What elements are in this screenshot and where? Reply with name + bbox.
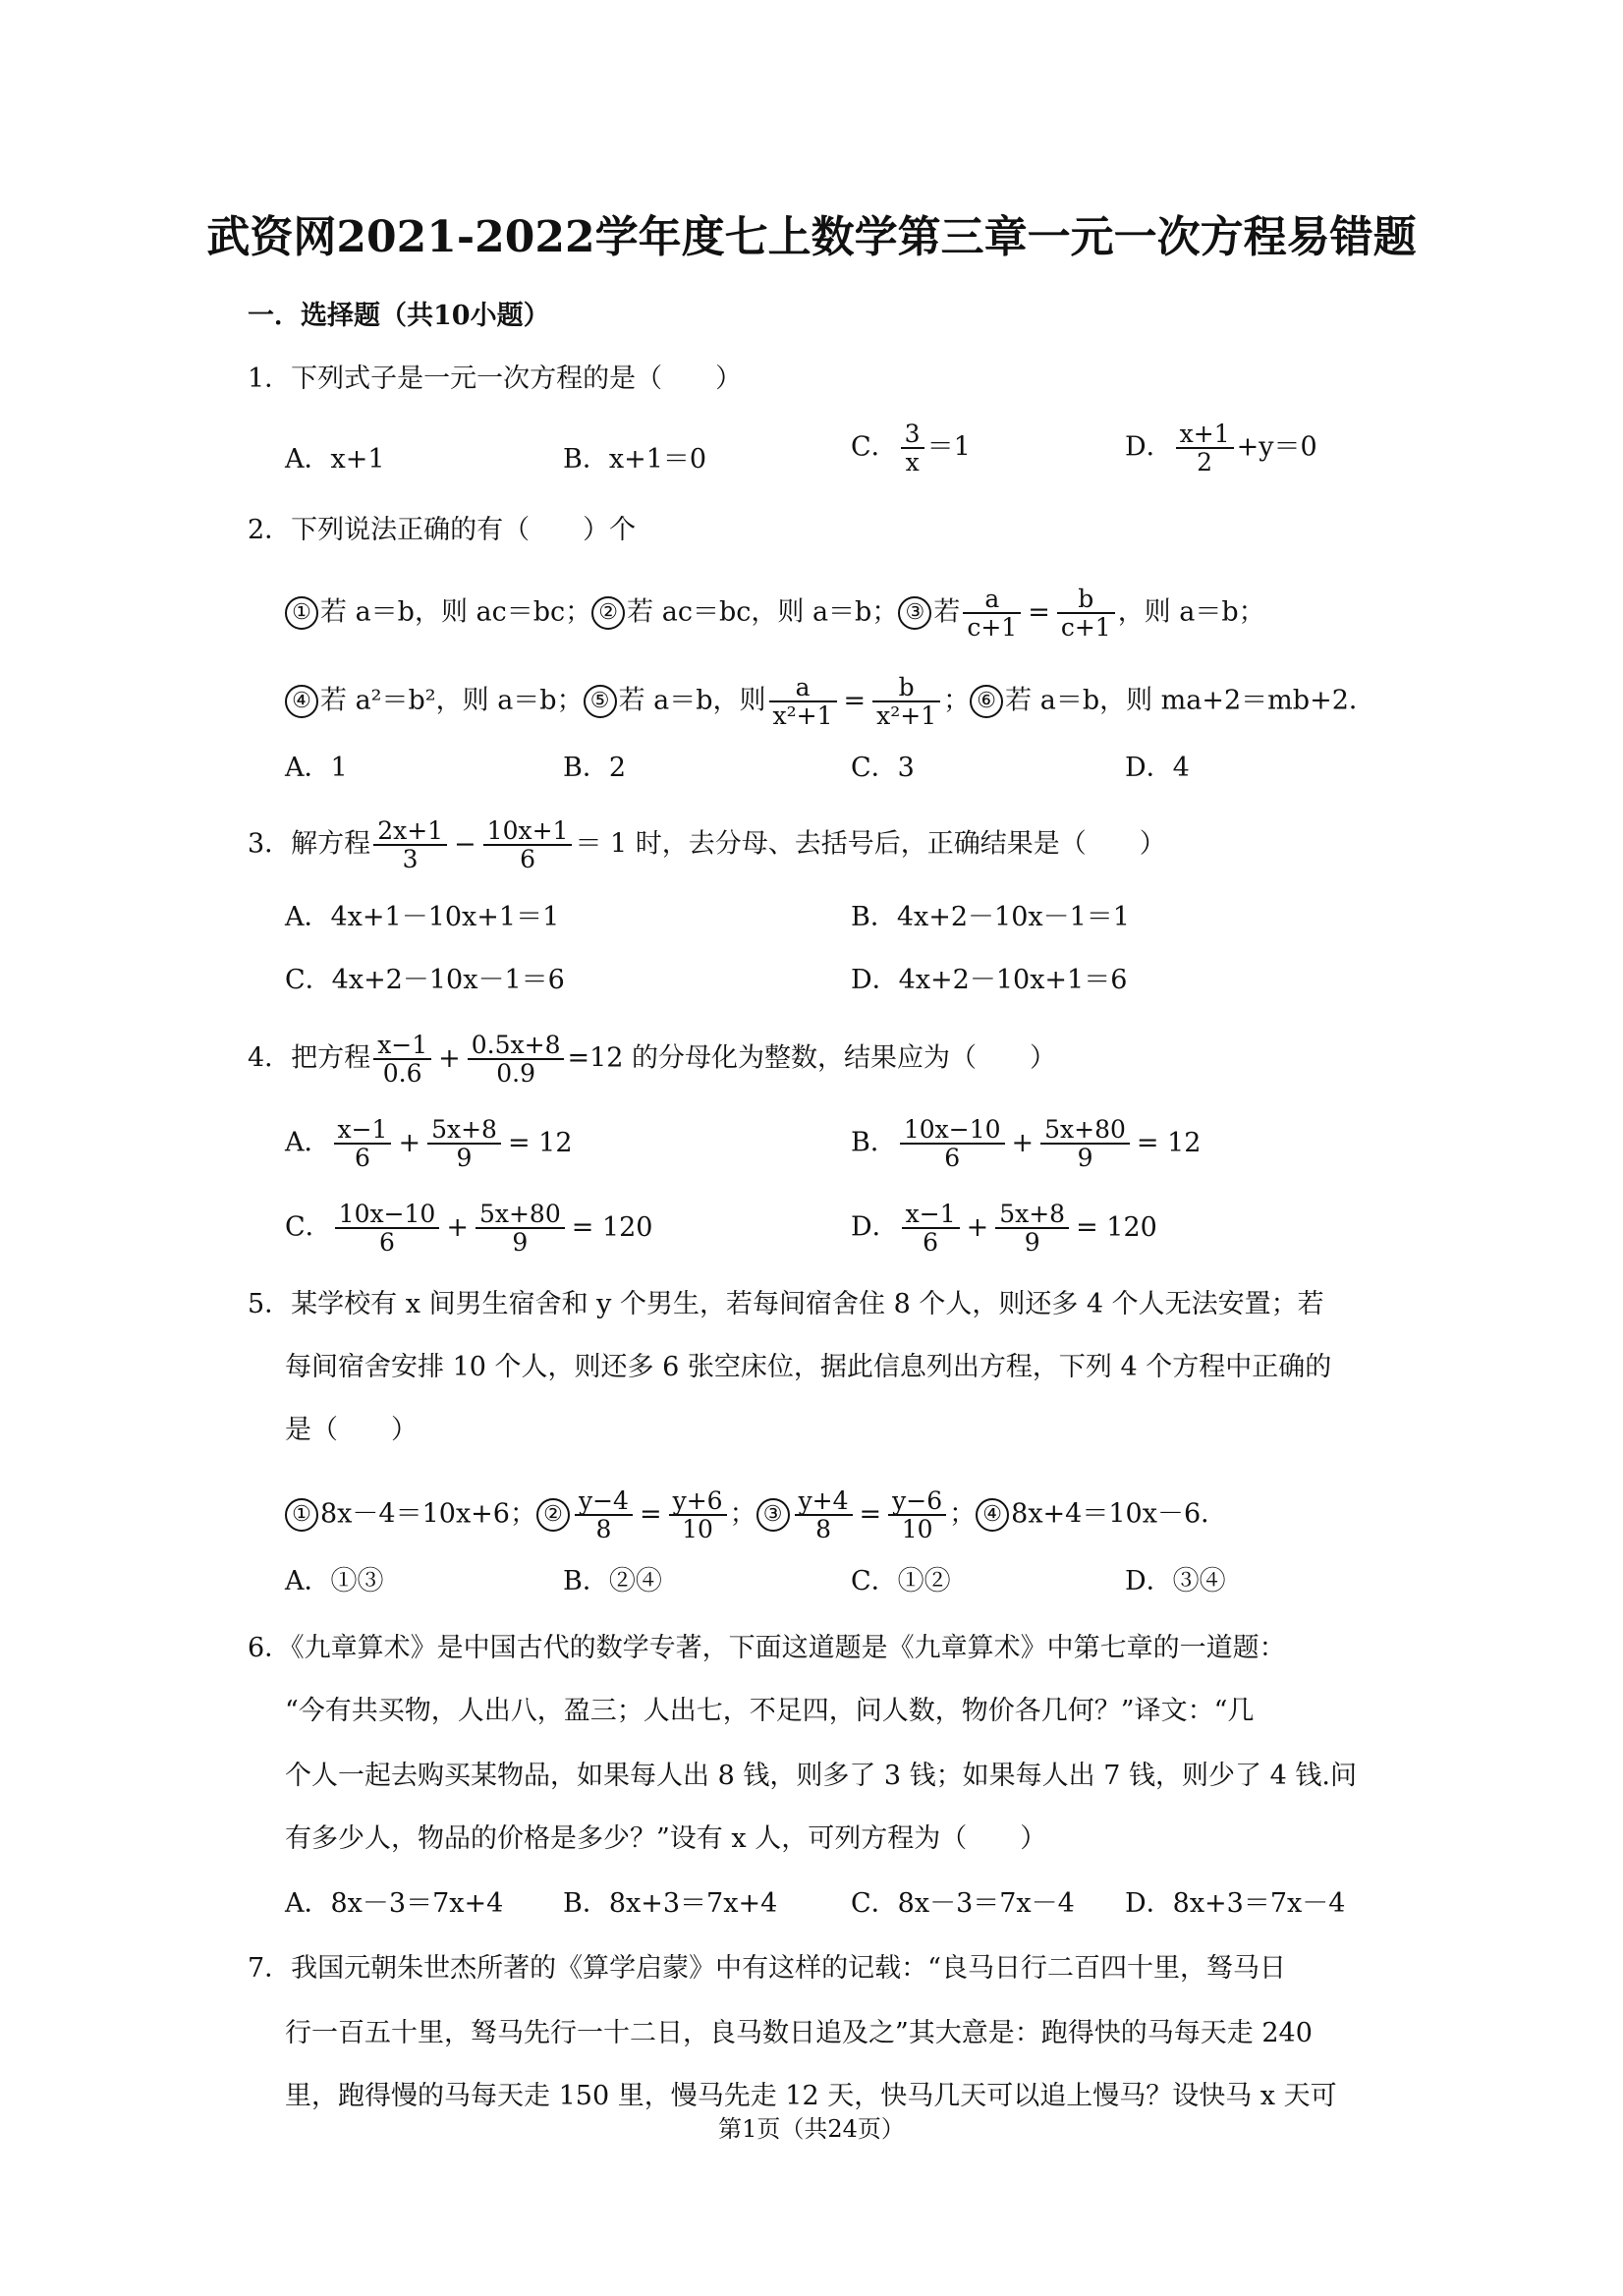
question-2-option-d: D．4	[1125, 753, 1190, 783]
question-5-line-2: 每间宿舍安排 10 个人，则还多 6 张空床位，据此信息列出方程，下列 4 个方程中正确的	[285, 1352, 1332, 1382]
question-1-option-c: C． $\frac{3}{x}$ ＝1	[851, 420, 971, 476]
circled-number-6: ⑥	[970, 685, 1003, 718]
question-2-option-c: C．3	[851, 753, 915, 783]
fraction: $\frac{2x+1}{3}$	[373, 817, 447, 872]
question-1-option-d: D． $\frac{x+1}{2}$ +y＝0	[1125, 420, 1317, 476]
fraction: $\frac{5x+80}{9}$	[476, 1201, 565, 1256]
fraction: $\frac{5x+8}{9}$	[427, 1116, 501, 1171]
question-5-option-a: A．①③	[285, 1566, 384, 1596]
fraction: $\frac{y-6}{10}$	[888, 1487, 946, 1542]
question-3-option-a: A．4x+1－10x+1＝1	[285, 902, 560, 932]
fraction: $\frac{y-4}{8}$	[575, 1487, 633, 1542]
circled-number-1: ①	[285, 1498, 318, 1532]
fraction: $\frac{10x-10}{6}$	[335, 1201, 440, 1256]
fraction: $\frac{x-1}{0.6}$	[373, 1032, 431, 1087]
page-title: 武资网2021-2022学年度七上数学第三章一元一次方程易错题	[206, 212, 1417, 262]
question-6-line-1: 6．《九章算术》是中国古代的数学专著，下面这道题是《九章算术》中第七章的一道题：	[248, 1633, 1286, 1663]
question-3-stem: 3．解方程 $\frac{2x+1}{3}$ − $\frac{10x+1}{6}$ ＝ 1 时，去分母、去括号后，正确结果是（ ）	[248, 816, 1166, 873]
fraction: $\frac{5x+8}{9}$	[995, 1201, 1069, 1256]
question-6-option-d: D．8x+3＝7x－4	[1125, 1888, 1346, 1919]
fraction: $\frac{x-1}{6}$	[902, 1201, 960, 1256]
question-3-option-d: D．4x+2－10x+1＝6	[851, 965, 1128, 995]
question-6-line-4: 有多少人，物品的价格是多少？”设有 x 人，可列方程为（ ）	[285, 1823, 1047, 1854]
fraction: $\frac{3}{x}$	[901, 420, 924, 476]
question-4-option-d: D． $\frac{x-1}{6}$ + $\frac{5x+8}{9}$ = 120	[851, 1200, 1157, 1257]
question-1-option-b: B．x+1＝0	[563, 444, 707, 475]
fraction: $\frac{a}{\text{x²+1}}$	[769, 674, 837, 729]
question-4-stem: 4．把方程 $\frac{x-1}{0.6}$ + $\frac{0.5x+8}{0.9}$ =12 的分母化为整数，结果应为（ ）	[248, 1031, 1057, 1088]
fraction: $\frac{y+6}{10}$	[669, 1487, 727, 1542]
question-2-statements-row-2: ④ 若 a²＝b²，则 a＝b； ⑤ 若 a＝b，则 $\frac{a}{\text{x²+1}}$ = $\frac{b}{\text{x²+1}}$ ； ⑥ 若 a＝b，则 ma+2＝mb+2．	[285, 674, 1375, 729]
question-4-option-c: C． $\frac{10x-10}{6}$ + $\frac{5x+80}{9}$ = 120	[285, 1200, 653, 1257]
fraction: $\frac{b}{\text{x²+1}}$	[872, 674, 940, 729]
question-3-option-c: C．4x+2－10x－1＝6	[285, 965, 565, 995]
fraction: $\frac{10x-10}{6}$	[900, 1116, 1005, 1171]
question-1-stem: 1．下列式子是一元一次方程的是（ ）	[248, 364, 743, 394]
fraction: $\frac{0.5x+8}{0.9}$	[468, 1032, 565, 1087]
page-footer: 第1页（共24页）	[718, 2115, 905, 2143]
question-5-option-d: D．③④	[1125, 1566, 1226, 1596]
question-6-line-3: 个人一起去购买某物品，如果每人出 8 钱，则多了 3 钱；如果每人出 7 钱，则少了 4 钱.问	[285, 1761, 1357, 1791]
question-4-option-a: A． $\frac{x-1}{6}$ + $\frac{5x+8}{9}$ = 12	[285, 1115, 573, 1172]
question-6-line-2: “今有共买物，人出八，盈三；人出七，不足四，问人数，物价各几何？”译文：“几	[285, 1696, 1255, 1726]
fraction: $\frac{x+1}{2}$	[1176, 420, 1234, 476]
question-4-option-b: B． $\frac{10x-10}{6}$ + $\frac{5x+80}{9}$ = 12	[851, 1115, 1202, 1172]
question-5-equations: ① 8x－4＝10x+6； ② $\frac{y-4}{8}$ = $\frac{y+6}{10}$ ； ③ $\frac{y+4}{8}$ = $\frac{y-6}{10}$ ； ④ 8x+4＝10x－6．	[285, 1487, 1227, 1542]
fraction: $\frac{10x+1}{6}$	[483, 817, 573, 872]
circled-number-5: ⑤	[584, 685, 617, 718]
circled-number-2: ②	[591, 596, 625, 630]
question-6-option-b: B．8x+3＝7x+4	[563, 1888, 778, 1919]
question-5-option-c: C．①②	[851, 1566, 951, 1596]
fraction: $\frac{x-1}{6}$	[334, 1116, 392, 1171]
question-5-line-1: 5．某学校有 x 间男生宿舍和 y 个男生，若每间宿舍住 8 个人，则还多 4 个人无法安置；若	[248, 1289, 1324, 1319]
circled-number-2: ②	[536, 1498, 570, 1532]
question-7-line-3: 里，跑得慢的马每天走 150 里，慢马先走 12 天，快马几天可以追上慢马？设快马 x 天可	[285, 2081, 1337, 2111]
section-heading: 一．选择题（共10小题）	[248, 301, 550, 331]
question-7-line-1: 7．我国元朝朱世杰所著的《算学启蒙》中有这样的记载：“良马日行二百四十里，驽马日	[248, 1953, 1286, 1984]
question-7-line-2: 行一百五十里，驽马先行一十二日，良马数日追及之”其大意是：跑得快的马每天走 240	[285, 2018, 1313, 2048]
fraction: $\frac{5x+80}{9}$	[1040, 1116, 1130, 1171]
question-1-option-a: A．x+1	[285, 444, 385, 475]
fraction: $\frac{a}{c+1}$	[963, 586, 1021, 641]
question-2-stem: 2．下列说法正确的有（ ）个	[248, 515, 637, 545]
circled-number-3: ③	[756, 1498, 790, 1532]
question-2-option-a: A．1	[285, 753, 348, 783]
question-3-option-b: B．4x+2－10x－1＝1	[851, 902, 1130, 932]
circled-number-4: ④	[285, 685, 318, 718]
question-5-line-3: 是（ ）	[285, 1415, 418, 1445]
question-5-option-b: B．②④	[563, 1566, 662, 1596]
fraction: $\frac{y+4}{8}$	[795, 1487, 853, 1542]
question-2-statements-row-1: ① 若 a＝b，则 ac＝bc； ② 若 ac＝bc，则 a＝b； ③ 若 $\frac{a}{c+1}$ = $\frac{b}{c+1}$ ，则 a＝b；	[285, 586, 1265, 641]
question-6-option-a: A．8x－3＝7x+4	[285, 1888, 504, 1919]
question-2-option-b: B．2	[563, 753, 627, 783]
question-6-option-c: C．8x－3＝7x－4	[851, 1888, 1075, 1919]
circled-number-3: ③	[898, 596, 931, 630]
circled-number-1: ①	[285, 596, 318, 630]
circled-number-4: ④	[976, 1498, 1009, 1532]
fraction: $\frac{b}{c+1}$	[1057, 586, 1115, 641]
